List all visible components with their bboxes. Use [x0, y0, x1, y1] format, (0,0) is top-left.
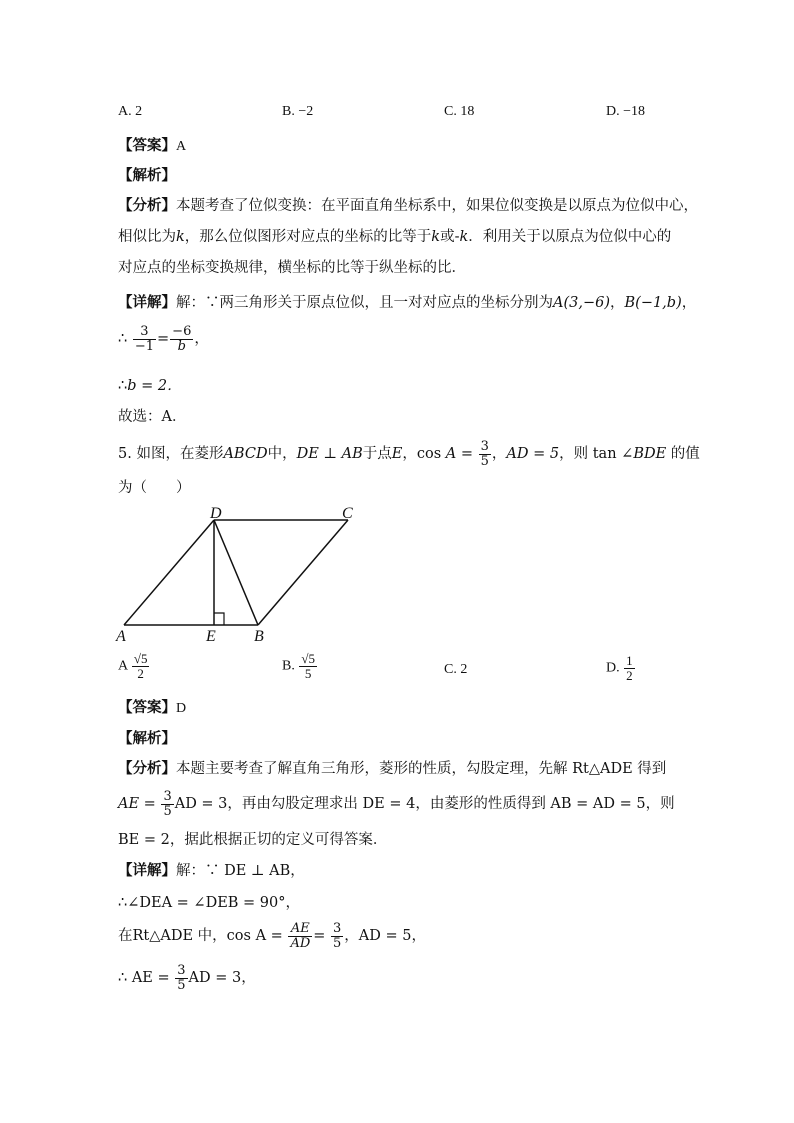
fraction: $\frac{3}{-1}$ — [134, 324, 155, 354]
label-a: A — [116, 628, 126, 645]
q5-option-a: A $\frac{√5}{2}$ — [118, 651, 148, 681]
q4-choice: 故选：A． — [118, 409, 187, 425]
q4-fenxi-line1: 【分析】本题考查了位似变换：在平面直角坐标系中，如果位似变换是以原点为位似中心， — [118, 197, 698, 214]
q4-answer: 【答案】A — [118, 137, 187, 154]
q4-option-c: C. 18 — [444, 104, 475, 119]
q5-fenxi-line2: AE = $\frac{3}{5}$ AD = 3，再由勾股定理求出 DE = 4，由菱形的性质得到 AB = AD = 5，则 — [118, 789, 675, 819]
label-c: C — [342, 505, 353, 522]
edge-ad — [124, 520, 214, 625]
q5-jiexi-heading: 【解析】 — [118, 730, 176, 747]
right-angle-mark — [214, 613, 224, 625]
q5-option-c: C. 2 — [444, 662, 468, 677]
q4-jiexi-heading: 【解析】 — [118, 167, 176, 184]
label-e: E — [206, 628, 216, 645]
q5-answer: 【答案】D — [118, 699, 187, 716]
fraction: $\frac{√5}{5}$ — [301, 651, 315, 681]
q5-fenxi-line1: 【分析】本题主要考查了解直角三角形，菱形的性质，勾股定理，先解 Rt△ADE 得到 — [118, 760, 667, 777]
q5-xiangjie-line3: 在Rt△ADE 中，cos A = $\frac{AE}{AD}$ = $\frac{3}{5}$ ，AD = 5， — [118, 921, 426, 951]
q5-stem-line2: 为（ ） — [118, 480, 191, 496]
fraction: $\frac{1}{2}$ — [626, 653, 633, 683]
q5-xiangjie-line1: 【详解】解：∵ DE ⊥ AB， — [118, 862, 305, 879]
fraction: $\frac{√5}{2}$ — [133, 651, 148, 681]
fraction: $\frac{3}{5}$ — [333, 921, 342, 951]
q4-fenxi-line2: 相似比为k，那么位似图形对应点的坐标的比等于k或-k．利用关于以原点为位似中心的 — [118, 229, 672, 245]
q5-option-b: B. $\frac{√5}{5}$ — [282, 651, 315, 681]
q4-xiangjie-line1: 【详解】解：∵两三角形关于原点位似，且一对对应点的坐标分别为A(3,−6)，B(−1,b)， — [118, 294, 697, 311]
label-b: B — [254, 628, 264, 645]
q5-fenxi-line3: BE = 2，据此根据正切的定义可得答案． — [118, 832, 388, 848]
q4-option-b: B. −2 — [282, 104, 314, 119]
q5-xiangjie-line2: ∴∠DEA = ∠DEB = 90°， — [118, 895, 301, 911]
q4-fenxi-line3: 对应点的坐标变换规律，横坐标的比等于纵坐标的比． — [118, 260, 466, 276]
q4-option-d: D. −18 — [606, 104, 646, 119]
fraction: $\frac{AE}{AD}$ — [290, 921, 311, 951]
fraction: $\frac{3}{5}$ — [163, 789, 172, 819]
fraction: $\frac{3}{5}$ — [177, 963, 186, 993]
q4-ratio-equation: ∴ $\frac{3}{-1}$ = $\frac{-6}{b}$ ， — [118, 324, 209, 354]
edge-cb — [258, 520, 348, 625]
fraction: $\frac{3}{5}$ — [480, 439, 489, 469]
q5-xiangjie-line4: ∴ AE = $\frac{3}{5}$ AD = 3， — [118, 963, 256, 993]
fraction: $\frac{-6}{b}$ — [172, 324, 192, 354]
rhombus-figure — [110, 500, 370, 645]
q4-option-a: A. 2 — [118, 104, 143, 119]
label-d: D — [210, 505, 222, 522]
segment-db — [214, 520, 258, 625]
q5-stem-line1: 5. 如图，在菱形ABCD中，DE ⊥ AB于点E，cos A = $\frac{3}{5}$ ，AD = 5，则 tan ∠BDE 的值 — [118, 439, 700, 469]
q4-b-result: ∴b = 2． — [118, 378, 182, 394]
q5-option-d: D. $\frac{1}{2}$ — [606, 653, 633, 683]
